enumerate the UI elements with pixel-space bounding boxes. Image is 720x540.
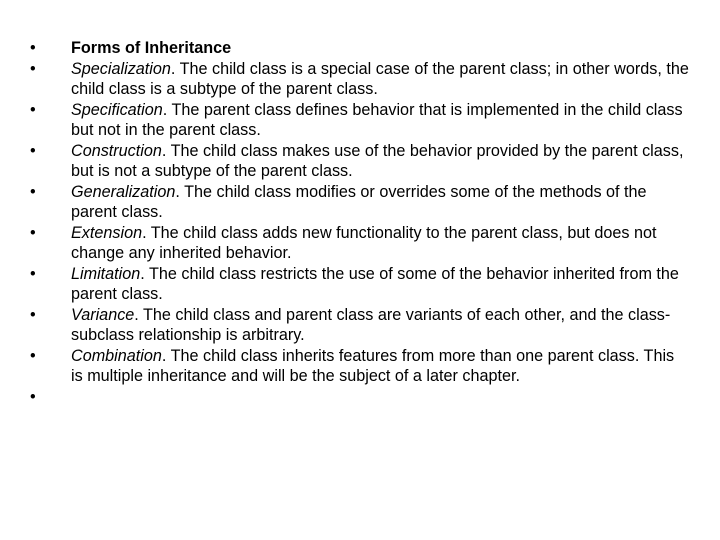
desc-limitation: . The child class restricts the use of some of the behavior inherited from the parent class. <box>71 264 679 303</box>
term-generalization: Generalization <box>71 182 176 201</box>
bullet-empty <box>30 387 690 408</box>
desc-generalization: . The child class modifies or overrides some of the methods of the parent class. <box>71 182 647 221</box>
bullet-limitation <box>30 264 690 305</box>
desc-specialization: . The child class is a special case of the parent class; in other words, the child class is a subtype of the parent class. <box>71 59 689 98</box>
bullet-dot: • <box>30 39 36 57</box>
term-specification: Specification <box>71 100 163 119</box>
term-extension: Extension <box>71 223 143 242</box>
bullet-specification <box>30 100 690 141</box>
bullet-dot: • <box>30 264 36 283</box>
term-combination: Combination <box>71 346 162 365</box>
bullet-combination <box>30 346 690 387</box>
term-limitation: Limitation <box>71 264 141 283</box>
bullet-dot: • <box>30 141 36 160</box>
bullet-dot: • <box>30 59 36 78</box>
bullet-dot: • <box>30 182 36 201</box>
bullet-variance <box>30 305 690 346</box>
bullet-construction <box>30 141 690 182</box>
bullet-dot: • <box>30 387 36 406</box>
bullet-dot: • <box>30 305 36 324</box>
desc-construction: . The child class makes use of the behavior provided by the parent class, but is not a subtype of the parent class. <box>71 141 684 180</box>
desc-combination: . The child class inherits features from more than one parent class. This is multiple inheritance and will be the subject of a later chapter. <box>71 346 675 385</box>
term-construction: Construction <box>71 141 162 160</box>
term-specialization: Specialization <box>71 59 171 78</box>
bullet-heading <box>30 38 690 59</box>
desc-specification: . The parent class defines behavior that is implemented in the child class but not in the parent class. <box>71 100 683 139</box>
bullet-extension <box>30 223 690 264</box>
bullet-specialization <box>30 59 690 100</box>
desc-variance: . The child class and parent class are variants of each other, and the class-subclass relationship is arbitrary. <box>71 305 671 344</box>
bullet-dot: • <box>30 223 36 242</box>
desc-extension: . The child class adds new functionality to the parent class, but does not change any inherited behavior. <box>71 223 657 262</box>
bullet-list <box>30 38 690 407</box>
term-variance: Variance <box>71 305 135 324</box>
bullet-dot: • <box>30 100 36 119</box>
bullet-dot: • <box>30 346 36 365</box>
bullet-generalization <box>30 182 690 223</box>
heading-text: Forms of Inheritance <box>71 39 232 57</box>
